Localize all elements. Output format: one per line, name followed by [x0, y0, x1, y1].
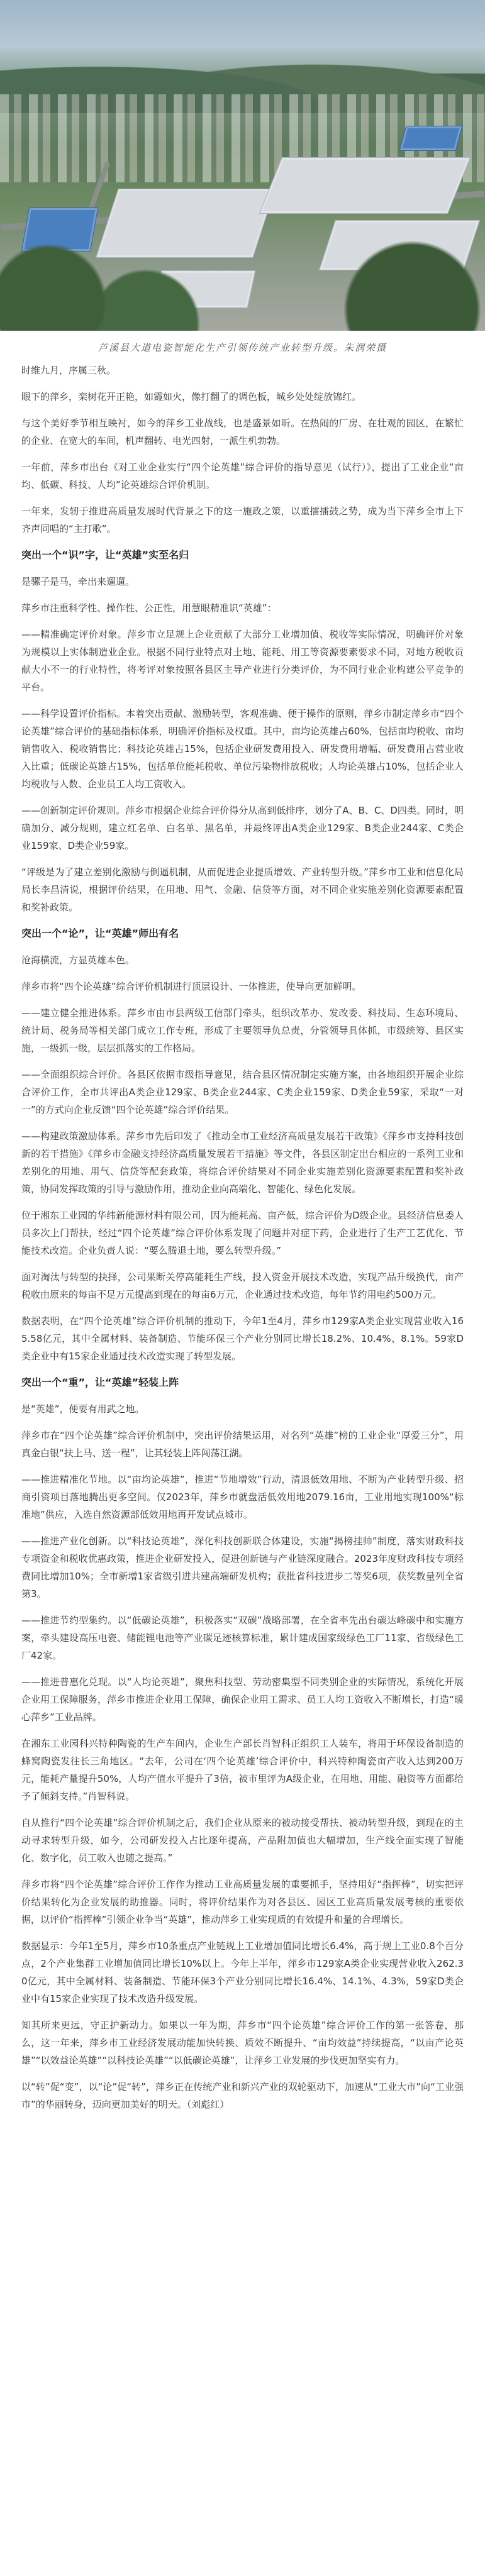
section-paragraph: 萍乡市将“四个论英雄”综合评价机制进行顶层设计、一体推进，使导向更加鲜明。: [21, 981, 362, 992]
section-paragraph: ——科学设置评价指标。本着突出贡献、激励转型，客观准确、便于操作的原则，萍乡市制定萍乡市“四个论英雄”综合评价的基础指标体系，明确评价指标及权重。其中，亩均论英雄占60%，包括亩均税收、亩均销售收入、税收销售比；科技论英雄占15%，包括企业研发费用投入、研发费用增幅、研发费用占营业收入比重；低碳论英雄占15%，包括单位能耗税收、单位污染物排放税收；人均论英雄占10%，包括企业人均税收与人数、企业员工人均工资收入。: [21, 708, 464, 790]
intro-paragraph: 眼下的萍乡，栾树花开正艳，如霞如火，像打翻了的调色板，城乡处处绽放锦红。: [21, 391, 362, 402]
section-lead: 是骡子是马，牵出来遛遛。: [21, 576, 135, 587]
section-paragraph: 萍乡市注重科学性、操作性、公正性，用慧眼精准识“英雄”：: [21, 602, 277, 614]
section-paragraph: ——推进精准化节地。以“亩均论英雄”，推进“节地增效”行动，清退低效用地、不断为产业转型升级、招商引资项目落地腾出更多空间。仅2023年，萍乡市就盘活低效用地2079.16亩，工业用地实现100%“标准地”供应，入选自然资源部低效用地再开发试点城市。: [21, 1474, 464, 1520]
closing-paragraph: 以“转”促“变”，以“论”促“转”，萍乡正在传统产业和新兴产业的双轮驱动下，加速从“工业大市”向“工业强市”的华丽转身，迈向更加美好的明天。（刘彪红）: [21, 2081, 464, 2110]
section-paragraph: ——推进普惠化兑现。以“人均论英雄”，聚焦科技型、劳动密集型不同类别企业的实际情况，系统化开展企业用工保障服务，萍乡市推进企业用工保障，确保企业用工需求、员工人均工资收入不断增长，打造“暖心萍乡”工业品牌。: [21, 1676, 464, 1723]
intro-paragraph: 一年来，发轫于推进高质量发展时代背景之下的这一施政之策，以重擂擂鼓之势，成为当下萍乡全市上下齐声同唱的“主打歌”。: [21, 506, 464, 534]
section-heading: 突出一个“论”，让“英雄”师出有名: [21, 927, 179, 939]
section-lead: 是“英雄”，便要有用武之地。: [21, 1403, 145, 1415]
section-paragraph: ——精准确定评价对象。萍乡市立足规上企业贡献了大部分工业增加值、税收等实际情况，明确评价对象为规模以上实体制造业企业。根据不同行业特点对土地、能耗、用工等资源要素要求不同，对地方税收贡献大小不一的行业特性，将考评对象按照各县区主导产业进行分类评价，为不同行业企业构建公平竞争的平台。: [21, 629, 464, 693]
section-heading: 突出一个“重”，让“英雄”轻装上阵: [21, 1376, 179, 1388]
section-paragraph: 位于湘东工业园的华纬新能源材料有限公司，因为能耗高、亩产低，综合评价为D级企业。县经济信息委人员多次上门帮扶，经过“四个论英雄”综合评价体系发现了问题并对症下药，企业进行了生产工艺优化、节能技术改造。企业负责人说：“要么腾退土地，要么转型升级。”: [21, 1210, 464, 1256]
section-paragraph: 萍乡市在“四个论英雄”综合评价机制中，突出评价结果运用，对名列“英雄”榜的工业企业“厚爱三分”，用真金白银“扶上马、送一程”，让其轻装上阵闯荡江湖。: [21, 1430, 464, 1459]
section-paragraph: 萍乡市将“四个论英雄”综合评价工作作为推动工业高质量发展的重要抓手，坚持用好“指挥棒”，切实把评价结果转化为企业发展的助推器。同时，将评价结果作为对各县区、园区工业高质量发展考核的重要依据，以评价“指挥棒”引领企业争当“英雄”，推动萍乡工业实现质的有效提升和量的合理增长。: [21, 1879, 464, 1925]
section-paragraph: ——全面组织综合评价。各县区依据市级指导意见，结合县区情况制定实施方案，由各地组织开展企业综合评价工作，全市共评出A类企业129家、B类企业244家、C类企业159家、D类企业59家，采取“一对一”的方式向企业反馈“四个论英雄”综合评价结果。: [21, 1069, 464, 1115]
intro-paragraph: 与这个美好季节相互映衬，如今的萍乡工业战线，也是盛景如昕。在热闹的厂房、在壮观的园区，在繁忙的企业、在宽大的车间，机声翻转、电光四射，一派生机勃勃。: [21, 417, 464, 446]
section-paragraph: ——建立健全推进体系。萍乡市由市县两级工信部门牵头，组织改革办、发改委、科技局、生态环境局、统计局、税务局等相关部门成立工作专班，形成了主要领导负总责，分管领导具体抓，市级统筹、县区实施，一级抓一级，层层抓落实的工作格局。: [21, 1007, 464, 1054]
section-paragraph: ——推进节约型集约。以“低碳论英雄”，积极落实“双碳”战略部署，在全省率先出台碳达峰碳中和实施方案，牵头建设高压电瓷、储能锂电池等产业碳足迹核算标准，累计建成国家级绿色工厂11家、省级绿色工厂42家。: [21, 1615, 464, 1661]
intro-paragraph: 时维九月，序属三秋。: [21, 365, 116, 376]
section-paragraph: ——创新制定评价规则。萍乡市根据企业综合评价得分从高到低排序，划分了A、B、C、D四类。同时，明确加分、减分规则，建立红名单、白名单、黑名单，并最终评出A类企业129家、B类企业244家、C类企业159家、D类企业59家。: [21, 805, 464, 851]
section-paragraph: 数据显示：今年1至5月，萍乡市10条重点产业链规上工业增加值同比增长6.4%，高于规上工业0.8个百分点，2个产业集群工业增加值同比增长10%以上。今年上半年，萍乡市129家A类企业实现营业收入262.30亿元，其中全属材料、装备制造、节能环保3个产业分别同比增长16.4%、14.1%、4.3%，59家D类企业中有15家企业实现了技术改造升级发展。: [21, 1940, 464, 2004]
section-paragraph: 自从推行“四个论英雄”综合评价机制之后，我们企业从原来的被动接受帮扶、被动转型升级，到现在的主动寻求转型升级，如今，公司研发投入占比逐年提高，产品附加值也大幅增加，生产线全面实现了智能化、数字化，员工收入也随之提高。”: [21, 1817, 464, 1864]
section-paragraph: 在湘东工业园科兴特种陶瓷的生产车间内，企业生产部长肖智科正组织工人装车，将用于环保设备制造的蜂窝陶瓷发往长三角地区。“去年，公司在‘四个论英雄’综合评价中，科兴特种陶瓷亩产收入达到200万元，能耗产量提升50%，人均产值水平提升了3倍，被市里评为A级企业，在用地、用能、融资等方面都给予了倾斜支持。”肖智科说。: [21, 1738, 464, 1802]
section-heading: 突出一个“识”字，让“英雄”实至名归: [21, 549, 189, 561]
section-paragraph: “评级是为了建立差别化激励与倒逼机制，从而促进企业提质增效、产业转型升级。”萍乡市工业和信息化局局长李昌清说，根据评价结果，在用地、用气、金融、信贷等方面，对不同企业实施差别化资源要素配置和奖补政策。: [21, 866, 464, 913]
section-paragraph: ——推进产业化创新。以“科技论英雄”，深化科技创新联合体建设，实施“揭榜挂帅”制度，落实财政科技专项资金和税收优惠政策，推进企业研发投入，促进创新链与产业链深度融合。2023年度财政科技专项经费同比增加10%；全市新增1家省级引进共建高端研发机构；获批省科技进步二等奖6项，获奖数量列全省第3。: [21, 1535, 464, 1600]
section-paragraph: 知其所来更远，守正护新动力。如果以一年为期，萍乡市“四个论英雄”综合评价工作的第一张答卷，那么，这一年来，萍乡市工业经济发展动能加快转换、质效不断提升、“亩均效益”持续提高，“以亩产论英雄”“以效益论英雄”“以科技论英雄”“以低碳论英雄”，让萍乡工业发展的步伐更加坚实有力。: [21, 2020, 464, 2066]
article-body: [0, 362, 485, 2147]
section-lead: 沧海横流，方显英雄本色。: [21, 954, 135, 966]
photo-caption: 芦溪县大道电瓷智能化生产引领传统产业转型升级。朱润荣摄: [98, 342, 387, 353]
section-paragraph: ——构建政策激励体系。萍乡市先后印发了《推动全市工业经济高质量发展若干政策》《萍乡市支持科技创新的若干措施》《萍乡市金融支持经济高质量发展若干措施》等文件，各县区制定出台相应的一系列工业和差别化的用地、用气、信贷等配套政策，将综合评价结果对不同企业实施差别化资源要素配置和奖补政策，协同发挥政策的引导与激励作用，推动企业向高端化、智能化、绿色化发展。: [21, 1130, 464, 1195]
section-paragraph: 数据表明，在“四个论英雄”综合评价机制的推动下，今年1至4月，萍乡市129家A类企业实现营业收入165.58亿元，其中全属材料、装备制造、节能环保三个产业分别同比增长18.2%、10.4%、8.1%。59家D类企业中有15家企业通过技术改造实现了转型发展。: [21, 1315, 464, 1362]
article-photo: [0, 0, 485, 331]
intro-paragraph: 一年前，萍乡市出台《对工业企业实行“四个论英雄”综合评价的指导意见（试行）》，提出了工业企业“亩均、低碳、科技、人均”论英雄综合评价机制。: [21, 462, 464, 490]
section-paragraph: 面对淘汰与转型的抉择，公司果断关停高能耗生产线，投入资金开展技术改造，实现产品升级换代，亩产税收由原来的每亩不足万元提高到现在的每亩6万元，企业通过技术改造，每年节约用电约500万元。: [21, 1271, 464, 1300]
